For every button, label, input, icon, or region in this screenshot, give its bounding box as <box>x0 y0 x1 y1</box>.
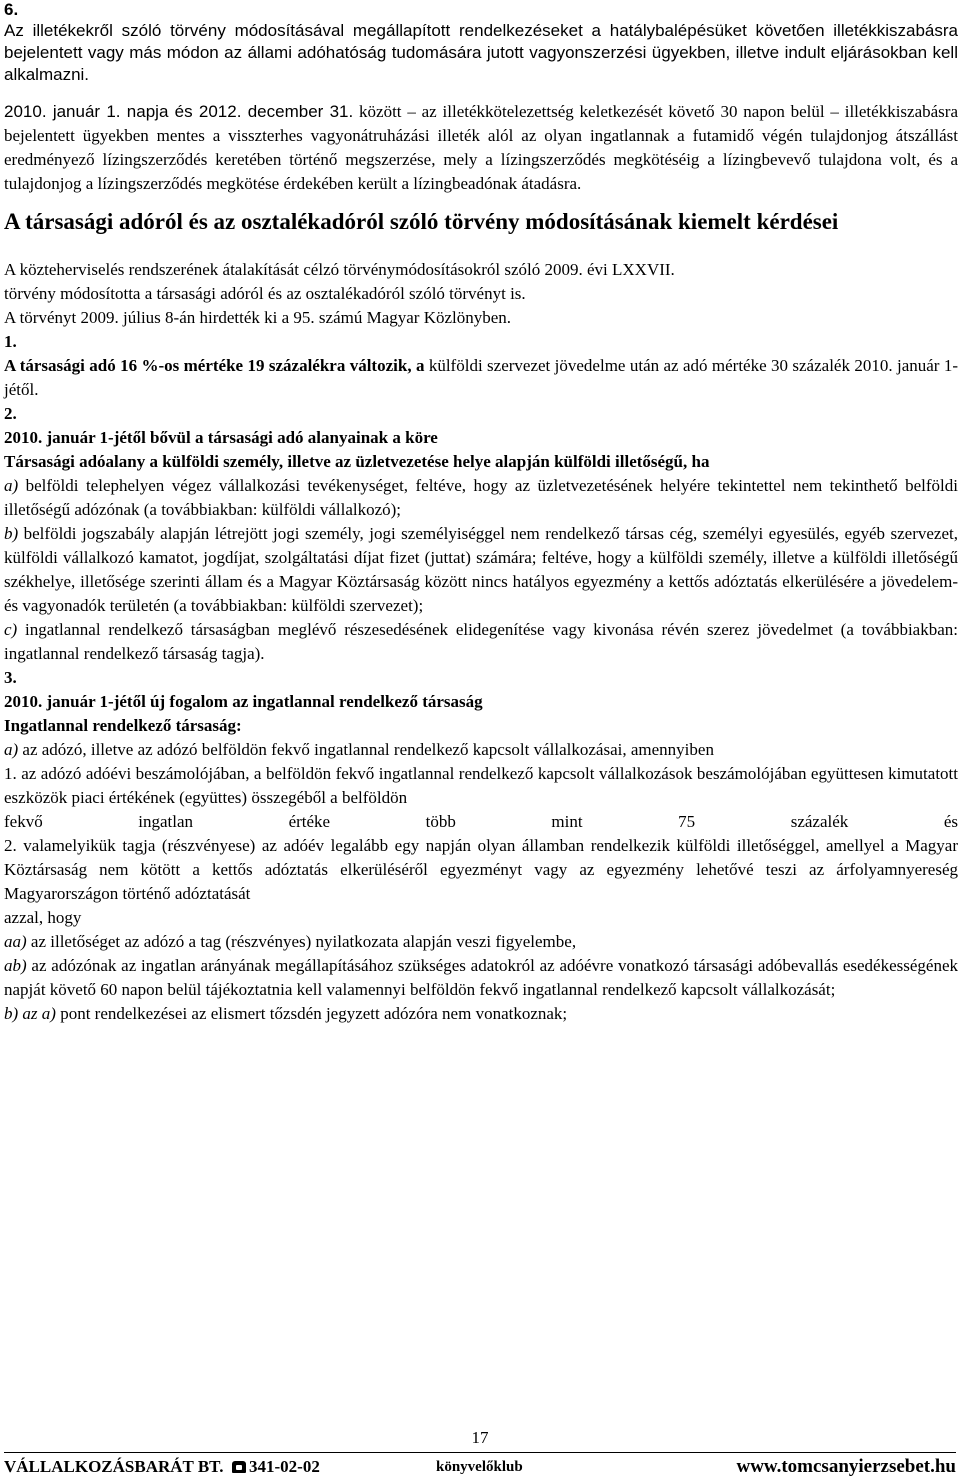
item-1-text <box>4 354 958 402</box>
item-1-rest: külföldi szervezet jövedelme után az adó mértéke 30 százalék 2010. január 1-jétől. <box>4 356 958 399</box>
page-number: 17 <box>471 1428 489 1447</box>
item-3-a-label: a) <box>4 740 19 759</box>
item-3-point-1 <box>4 762 958 834</box>
item-3-azzal-hogy: azzal, hogy <box>4 908 82 927</box>
item-3-a-text: az adózó, illetve az adózó belföldön fekvő ingatlannal rendelkező kapcsolt vállalkozásai, amennyiben <box>18 740 714 759</box>
footer-website: www.tomcsanyierzsebet.hu <box>736 1456 956 1477</box>
footer-phone <box>232 1456 320 1478</box>
intro-line-1: A közteherviselés rendszerének átalakítását célzó törvénymódosításokról szóló 2009. évi LXXVII. <box>4 260 675 279</box>
document-page <box>4 0 958 1026</box>
item-3-subheading: Ingatlannal rendelkező társaság: <box>4 716 242 735</box>
item-2-b <box>4 522 958 618</box>
item-2-b-text: belföldi jogszabály alapján létrejött jogi személy, jogi személyiséggel nem rendelkező társas cég, személyi egyesülés, egyéb szervezet, külföldi vállalkozó kamatot, jogdíjat, szolgáltatási díjat fizet (juttat) számára; feltéve, hogy a külföldi személy, illetve a külföldi illetőségű székhelye, illetősége szerinti állam és a Magyar Köztársaság között nincs hatályos egyezmény a kettős adóztatás elkerülésére a jövedelem- és vagyonadók területén (a továbbiakban: külföldi szervezet); <box>4 524 958 615</box>
item-2-a-label: a) <box>4 476 19 495</box>
item-3-b-text: pont rendelkezései az elismert tőzsdén jegyzett adózóra nem vonatkoznak; <box>55 1004 568 1023</box>
item-3-number: 3. <box>4 668 17 687</box>
intro-line-3: A törvényt 2009. július 8-án hirdették ki a 95. számú Magyar Közlönyben. <box>4 308 512 327</box>
item-1-bold: A társasági adó 16 %-os mértéke 19 százalékra változik, a <box>4 356 425 375</box>
item-3-b-ref: az a) <box>18 1004 56 1023</box>
footer-club: könyvelőklub <box>436 1459 523 1475</box>
item-2-b-label: b) <box>4 524 19 543</box>
exemption-text: között – az illetékkötelezettség keletkezését követő 30 napon belül – illetékkiszabásra bejelentett ügyekben mentes a visszterhes vagyonátruházási illeték alól az olyan ingatlannak a futamidő végén tulajdonjog átszállást eredményező lízingszerződés keretében történő megszerzése, mely a lízingszerződés megkötéséig a lízingbevevő tulajdona volt, és a tulajdonjog a lízingszerződés megkötése érdekében került a lízingbeadónak átadásra. <box>4 102 959 193</box>
item-2-c-text: ingatlannal rendelkező társaságban meglévő részesedésének elidegenítése vagy kivonása révén szerez jövedelmet (a továbbiakban: ingatlannal rendelkező társaság tagja). <box>4 620 958 663</box>
item-3-aa-text: az illetőséget az adózó a tag (részvényes) nyilatkozata alapján veszi figyelembe, <box>26 932 577 951</box>
page-footer <box>0 1428 960 1479</box>
exemption-dates: 2010. január 1. napja és 2012. december 31. <box>4 102 354 121</box>
item-3-b-label: b) <box>4 1004 19 1023</box>
section-number: 6. <box>4 0 19 19</box>
item-3-ab-label: ab) <box>4 956 27 975</box>
item-3-heading: 2010. január 1-jétől új fogalom az ingatlannal rendelkező társaság <box>4 692 483 711</box>
item-2-number: 2. <box>4 404 17 423</box>
main-heading: A társasági adóról és az osztalékadóról szóló törvény módosításának kiemelt kérdései <box>4 209 839 234</box>
footer-phone-number: 341-02-02 <box>249 1457 320 1476</box>
item-3-point-1-last-line: fekvő ingatlan értéke több mint 75 százalék és <box>4 812 958 831</box>
item-2-c-label: c) <box>4 620 18 639</box>
item-3-aa <box>4 930 958 954</box>
item-2-c <box>4 618 958 666</box>
item-3-point-1-text: 1. az adózó adóévi beszámolójában, a belföldön fekvő ingatlannal rendelkező kapcsolt vállalkozások beszámolójában együttesen kimutatott eszközök piaci értékének (együttes) összegéből a belföldön <box>4 764 958 807</box>
spacer <box>4 238 958 258</box>
item-2-subheading: Társasági adóalany a külföldi személy, illetve az üzletvezetése helye alapján külföldi illetőségű, ha <box>4 452 710 471</box>
intro-lines <box>4 258 958 330</box>
intro-paragraph: Az illetékekről szóló törvény módosításával megállapított rendelkezéseket a hatálybalépésüket követően illetékkiszabásra bejelentett vagy más módon az állami adóhatóság tudomására jutott vagyonszerzési ügyekben, illetve indult eljárásokban kell alkalmazni. <box>4 21 958 84</box>
item-2-a-text: belföldi telephelyen végez vállalkozási tevékenységet, feltéve, hogy az üzletvezetésének helyére tekintettel nem tekinthető belföldi illetőségű adózónak (a továbbiakban: külföldi vállalkozó); <box>4 476 958 519</box>
item-3-a <box>4 738 958 762</box>
item-3-ab-text: az adózónak az ingatlan arányának megállapításához szükséges adatokról az adóévre vonatkozó társasági adóbevallás esedékességének napját követő 60 napon belül tájékoztatnia kell valamennyi belföldön fekvő ingatlannal rendelkező kapcsolt vállalkozását; <box>4 956 958 999</box>
spacer <box>4 86 958 100</box>
item-3-point-2: 2. valamelyikük tagja (részvényese) az adóév legalább egy napján olyan államban rendelkezik külföldi illetőséggel, amellyel a Magyar Köztársaság nem kötött a kettős adóztatás elkerüléséről egyezményt vagy az egyezmény lehetővé teszi az árfolyamnyereség Magyarországon történő adóztatását <box>4 836 958 903</box>
intro-line-2: törvény módosította a társasági adóról és az osztalékadóról szóló törvényt is. <box>4 284 526 303</box>
item-1-number: 1. <box>4 332 17 351</box>
item-3-ab <box>4 954 958 1002</box>
item-3-b <box>4 1002 958 1026</box>
phone-icon <box>232 1461 246 1473</box>
item-2-heading: 2010. január 1-jétől bővül a társasági adó alanyainak a köre <box>4 428 438 447</box>
footer-divider <box>4 1452 956 1453</box>
footer-company: VÁLLALKOZÁSBARÁT BT. <box>4 1457 224 1476</box>
item-2-a <box>4 474 958 522</box>
item-3-aa-label: aa) <box>4 932 27 951</box>
footer-row <box>4 1456 956 1478</box>
exemption-paragraph <box>4 100 958 196</box>
